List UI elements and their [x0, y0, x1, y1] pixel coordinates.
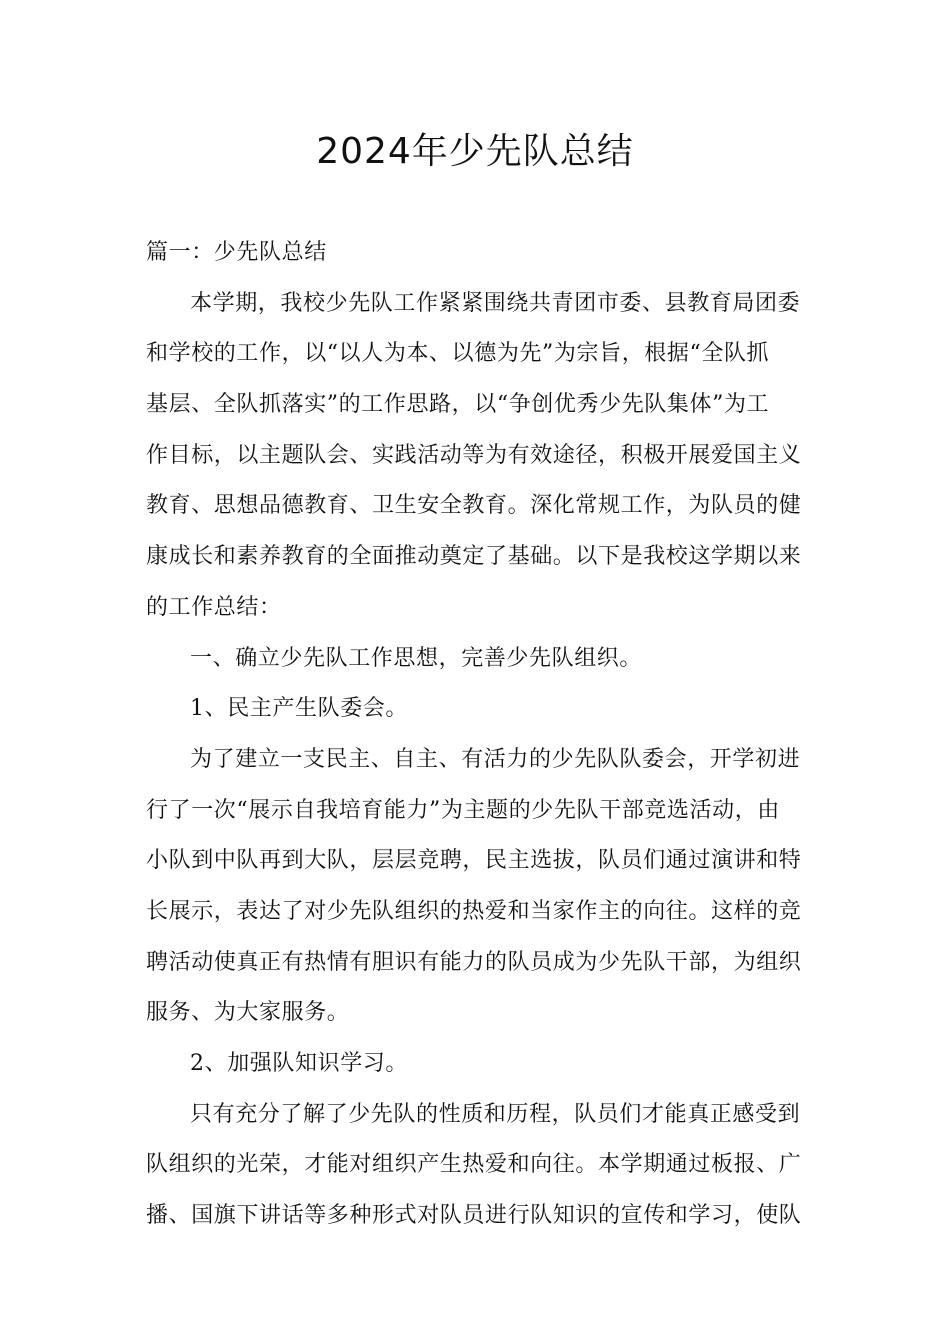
- section-heading: 篇一：少先队总结: [146, 240, 327, 265]
- paragraph-line: 长展示，表达了对少先队组织的热爱和当家作主的向往。这样的竞: [146, 898, 802, 924]
- paragraph-line: 2、加强队知识学习。: [190, 1051, 408, 1076]
- paragraph-line: 一、确立少先队工作思想，完善少先队组织。: [190, 645, 643, 671]
- paragraph-line: 聘活动使真正有热情有胆识有能力的队员成为少先队干部，为组织: [146, 949, 802, 975]
- paragraph-line: 只有充分了解了少先队的性质和历程，队员们才能真正感受到: [190, 1101, 801, 1127]
- paragraph-line: 康成长和素养教育的全面推动奠定了基础。以下是我校这学期以来: [146, 544, 802, 570]
- paragraph-line: 1、民主产生队委会。: [190, 696, 408, 722]
- paragraph-line: 的工作总结：: [146, 594, 282, 620]
- document-body: [146, 228, 806, 1242]
- paragraph-line: 作目标，以主题队会、实践活动等为有效途径，积极开展爱国主义: [146, 442, 802, 468]
- paragraph-line: 播、国旗下讲话等多种形式对队员进行队知识的宣传和学习，使队: [146, 1203, 802, 1229]
- paragraph-line: 和学校的工作，以“以人为本、以德为先”为宗旨，根据“全队抓: [146, 341, 770, 367]
- paragraph-line: 为了建立一支民主、自主、有活力的少先队队委会，开学初进: [190, 746, 801, 772]
- paragraph-line: 基层、全队抓落实”的工作思路，以“争创优秀少先队集体”为工: [146, 392, 770, 418]
- paragraph-line: 教育、思想品德教育、卫生安全教育。深化常规工作，为队员的健: [146, 493, 802, 519]
- document-title: 2024年少先队总结: [316, 131, 634, 172]
- paragraph-line: 本学期，我校少先队工作紧紧围绕共青团市委、县教育局团委: [190, 290, 801, 316]
- paragraph-line: 小队到中队再到大队，层层竞聘，民主选拔，队员们通过演讲和特: [146, 848, 802, 874]
- paragraph-line: 服务、为大家服务。: [146, 1000, 350, 1026]
- paragraph-line: 队组织的光荣，才能对组织产生热爱和向往。本学期通过板报、广: [146, 1152, 802, 1178]
- paragraph-line: 行了一次“展示自我培育能力”为主题的少先队干部竞选活动，由: [146, 797, 780, 823]
